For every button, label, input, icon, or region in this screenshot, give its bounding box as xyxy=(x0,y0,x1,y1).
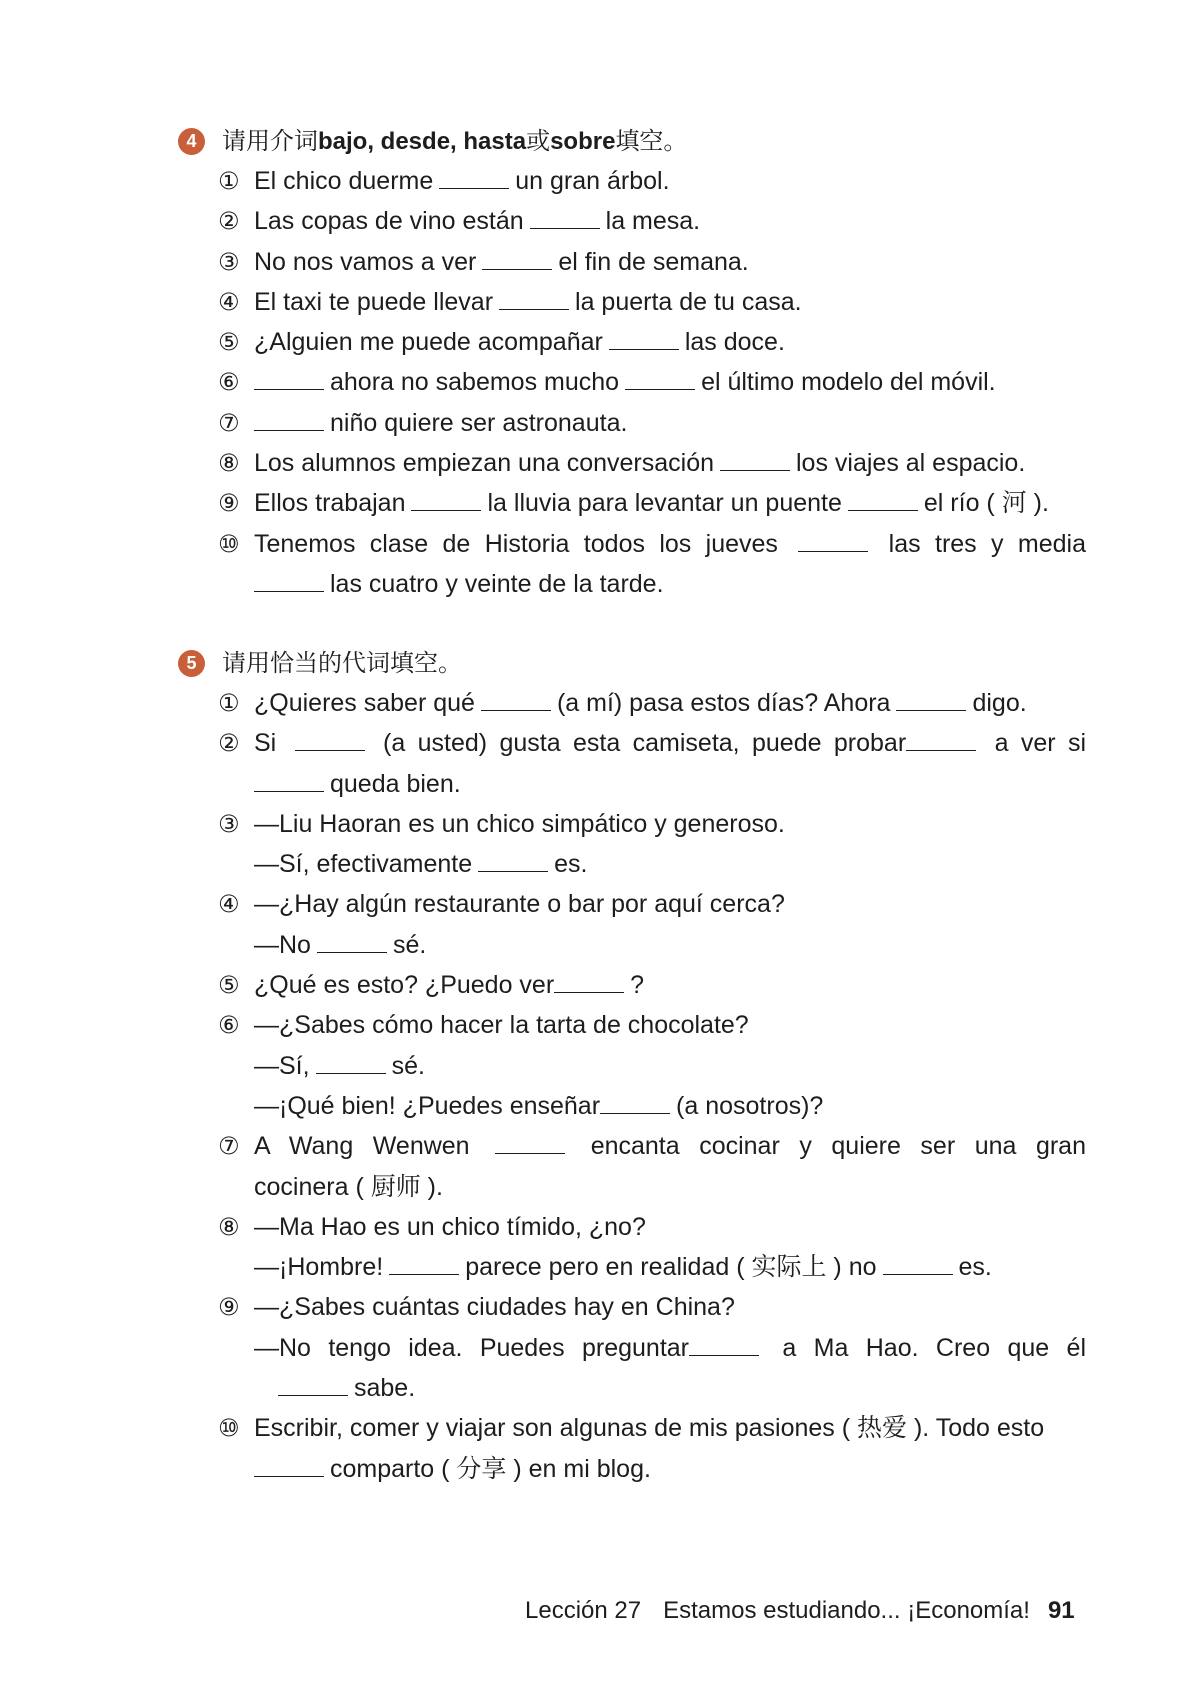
item-number: ① xyxy=(218,689,240,717)
exercise-item: ② Si (a usted) gusta esta camiseta, puede probar a ver si xyxy=(178,726,1098,766)
answer-blank[interactable] xyxy=(254,408,324,431)
exercise-4 xyxy=(178,124,1098,607)
answer-blank[interactable] xyxy=(495,1131,565,1154)
exercise-item: ⑦ niño quiere ser astronauta. xyxy=(178,406,1098,446)
exercise-item-continuation: las cuatro y veinte de la tarde. xyxy=(178,567,1098,607)
exercise-4-heading xyxy=(178,124,1098,164)
item-number: ⑧ xyxy=(218,1212,240,1241)
exercise-item: ① ¿Quieres saber qué (a mí) pasa estos días? Ahora digo. xyxy=(178,686,1098,726)
item-number: ⑩ xyxy=(218,529,240,558)
exercise-item-continuation: queda bien. xyxy=(178,767,1098,807)
item-number: ⑦ xyxy=(218,408,240,437)
answer-blank[interactable] xyxy=(798,529,868,552)
answer-blank[interactable] xyxy=(600,1091,670,1114)
item-number: ⑩ xyxy=(218,1414,240,1443)
answer-blank[interactable] xyxy=(389,1252,459,1275)
exercise-item: ⑨ —¿Sabes cuántas ciudades hay en China? xyxy=(178,1290,1098,1330)
answer-blank[interactable] xyxy=(317,930,387,953)
exercise-item-continuation: sabe. xyxy=(178,1371,1098,1411)
item-number: ④ xyxy=(218,890,240,919)
exercise-item: ⑧ Los alumnos empiezan una conversación los viajes al espacio. xyxy=(178,446,1098,486)
exercise-item-continuation: comparto ( 分享 ) en mi blog. xyxy=(178,1452,1098,1492)
item-number: ④ xyxy=(218,287,240,316)
exercise-item: ⑧ —Ma Hao es un chico tímido, ¿no? xyxy=(178,1210,1098,1250)
exercise-item-continuation: —No tengo idea. Puedes preguntar a Ma Hao. Creo que él xyxy=(254,1333,1086,1362)
answer-blank[interactable] xyxy=(411,488,481,511)
answer-blank[interactable] xyxy=(254,769,324,792)
page-number: 91 xyxy=(1047,1597,1075,1624)
lesson-label: Lección 27 xyxy=(525,1597,642,1624)
item-number: ⑤ xyxy=(218,328,240,357)
item-number: ⑥ xyxy=(218,1011,240,1040)
item-number: ⑧ xyxy=(218,449,240,478)
answer-blank[interactable] xyxy=(439,166,509,189)
exercise-item: ④ —¿Hay algún restaurante o bar por aquí cerca? xyxy=(178,887,1098,927)
exercise-number-badge: 5 xyxy=(178,650,205,677)
exercise-item: ① El chico duerme un gran árbol. xyxy=(178,164,1098,204)
answer-blank[interactable] xyxy=(848,488,918,511)
answer-blank[interactable] xyxy=(689,1333,759,1356)
answer-blank[interactable] xyxy=(720,448,790,471)
answer-blank[interactable] xyxy=(295,728,365,751)
answer-blank[interactable] xyxy=(316,1051,386,1074)
exercise-item-continuation: cocinera ( 厨师 ). xyxy=(254,1172,443,1201)
answer-blank[interactable] xyxy=(883,1252,953,1275)
answer-blank[interactable] xyxy=(482,247,552,270)
answer-blank[interactable] xyxy=(554,970,624,993)
exercise-item-continuation: —Sí, sé. xyxy=(254,1051,425,1080)
item-number: ③ xyxy=(218,809,240,838)
item-number: ② xyxy=(218,729,240,758)
answer-blank[interactable] xyxy=(530,206,600,229)
exercise-number-badge: 4 xyxy=(178,128,205,155)
answer-blank[interactable] xyxy=(254,367,324,390)
answer-blank[interactable] xyxy=(278,1373,348,1396)
exercise-item: ⑤ ¿Alguien me puede acompañar las doce. xyxy=(178,325,1098,365)
item-number: ⑦ xyxy=(218,1132,240,1161)
item-number: ② xyxy=(218,207,240,236)
answer-blank[interactable] xyxy=(609,327,679,350)
exercise-item: ④ El taxi te puede llevar la puerta de tu casa. xyxy=(178,285,1098,325)
answer-blank[interactable] xyxy=(906,728,976,751)
exercise-item-continuation: —¡Hombre! parece pero en realidad ( 实际上 ) no es. xyxy=(254,1253,992,1282)
page-footer xyxy=(525,1596,1075,1626)
item-number: ③ xyxy=(218,247,240,276)
exercise-item: ⑥ —¿Sabes cómo hacer la tarta de chocolate? xyxy=(178,1008,1098,1048)
exercise-item: ⑩ Tenemos clase de Historia todos los jueves las tres y media xyxy=(178,527,1098,567)
exercise-item-continuation: —¡Qué bien! ¿Puedes enseñar (a nosotros)? xyxy=(254,1091,824,1120)
exercise-5 xyxy=(178,646,1098,1492)
exercise-item: ③ —Liu Haoran es un chico simpático y generoso. xyxy=(178,807,1098,847)
answer-blank[interactable] xyxy=(254,1454,324,1477)
answer-blank[interactable] xyxy=(481,688,551,711)
item-number: ⑤ xyxy=(218,971,240,1000)
answer-blank[interactable] xyxy=(625,367,695,390)
answer-blank[interactable] xyxy=(896,688,966,711)
item-number: ① xyxy=(218,167,240,195)
item-number: ⑥ xyxy=(218,368,240,397)
exercise-item: ⑩ Escribir, comer y viajar son algunas de mis pasiones ( 热爱 ). Todo esto xyxy=(178,1411,1098,1451)
answer-blank[interactable] xyxy=(499,287,569,310)
exercise-5-heading xyxy=(178,646,1098,686)
item-number: ⑨ xyxy=(218,1293,240,1322)
exercise-item-continuation: —Sí, efectivamente es. xyxy=(254,850,588,879)
exercise-5-instruction: 请用恰当的代词填空。 xyxy=(222,650,462,677)
item-number: ⑨ xyxy=(218,489,240,518)
exercise-item-continuation: —No sé. xyxy=(254,930,427,959)
answer-blank[interactable] xyxy=(254,569,324,592)
exercise-item: ⑦ A Wang Wenwen encanta cocinar y quiere ser una gran xyxy=(178,1129,1098,1169)
answer-blank[interactable] xyxy=(478,849,548,872)
exercise-item: ② Las copas de vino están la mesa. xyxy=(178,204,1098,244)
exercise-item: ⑥ ahora no sabemos mucho el último modelo del móvil. xyxy=(178,365,1098,405)
exercise-item: ③ No nos vamos a ver el fin de semana. xyxy=(178,245,1098,285)
exercise-item: ⑤ ¿Qué es esto? ¿Puedo ver ? xyxy=(178,968,1098,1008)
lesson-title: Estamos estudiando... ¡Economía! xyxy=(663,1597,1030,1624)
exercise-item: ⑨ Ellos trabajan la lluvia para levantar un puente el río ( 河 ). xyxy=(178,486,1098,526)
exercise-4-instruction: 请用介词bajo, desde, hasta或sobre填空。 xyxy=(222,128,688,155)
